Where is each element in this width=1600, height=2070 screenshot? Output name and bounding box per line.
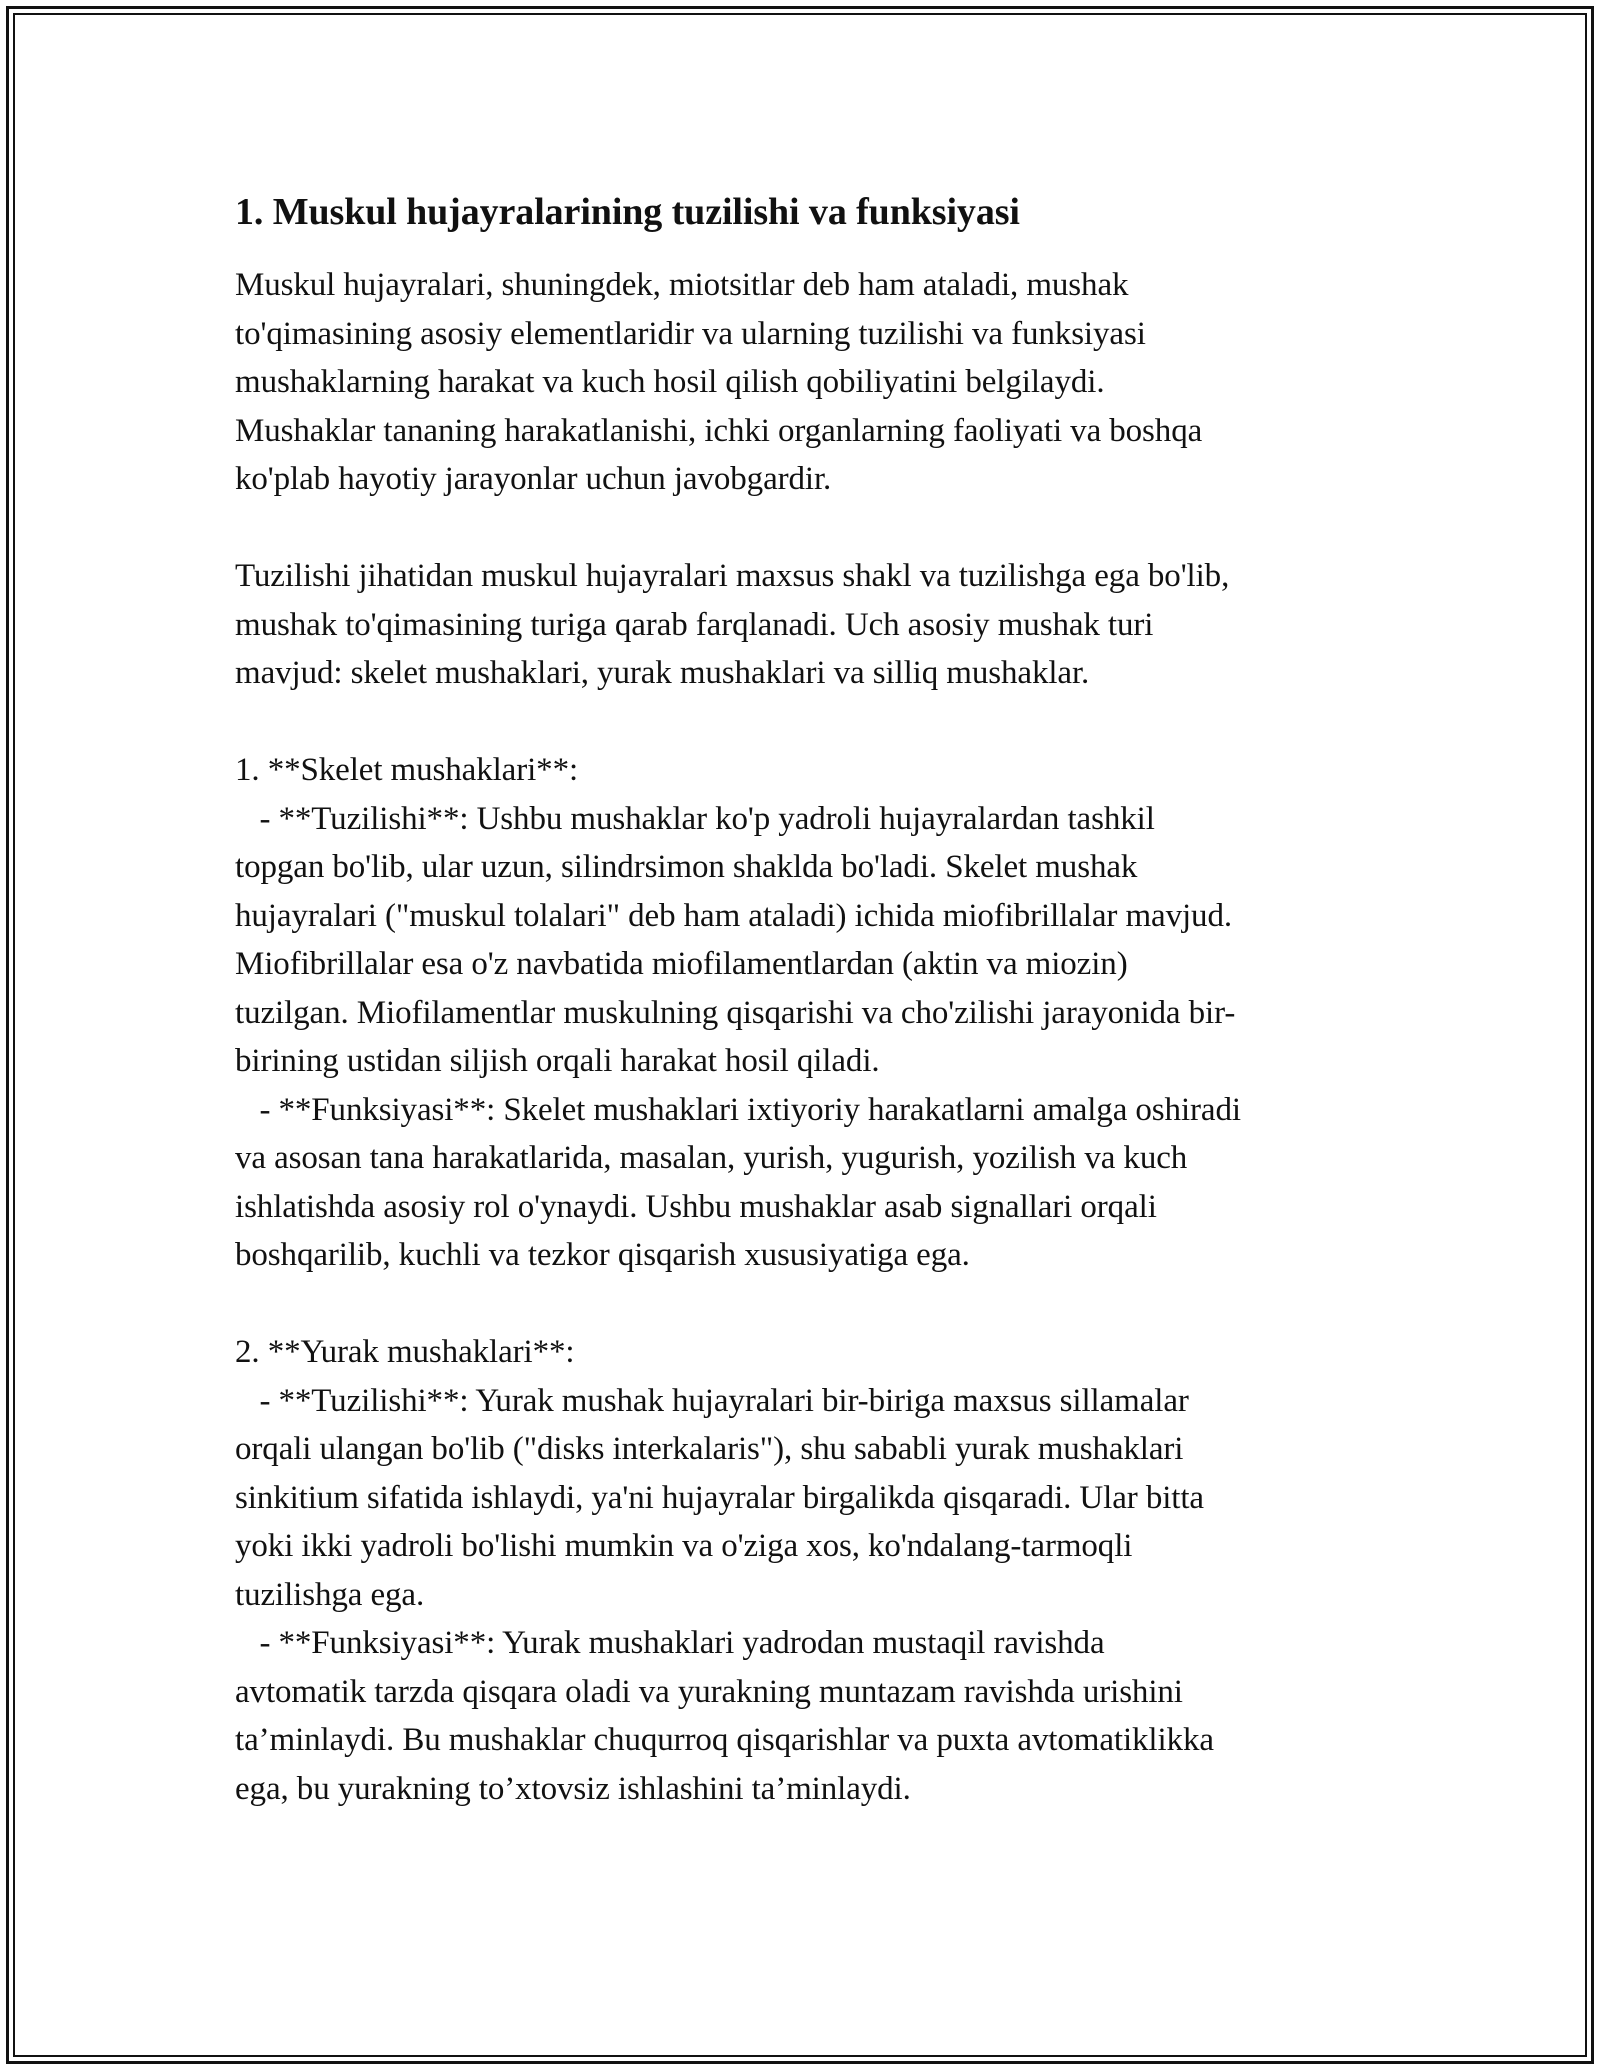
text-line: mushaklarning harakat va kuch hosil qilish qobiliyatini belgilaydi. xyxy=(235,364,1105,400)
text-line: - **Tuzilishi**: Yurak mushak hujayralari bir-biriga maxsus sillamalar xyxy=(235,1382,1189,1419)
text-line: tuzilgan. Miofilamentlar muskulning qisqarishi va cho'zilishi jarayonida bir- xyxy=(235,994,1236,1031)
section-heading: 1. Muskul hujayralarining tuzilishi va funksiyasi xyxy=(235,191,1020,233)
section-cardiac-muscles xyxy=(235,1328,1365,1813)
paragraph-intro xyxy=(235,261,1365,504)
section-skeletal-muscles xyxy=(235,746,1365,1280)
text-line: mavjud: skelet mushaklari, yurak mushaklari va silliq mushaklar. xyxy=(235,655,1090,691)
text-line: - **Funksiyasi**: Yurak mushaklari yadrodan mustaqil ravishda xyxy=(235,1625,1105,1661)
text-line: - **Funksiyasi**: Skelet mushaklari ixtiyoriy harakatlarni amalga oshiradi xyxy=(235,1091,1241,1128)
text-line: yoki ikki yadroli bo'lishi mumkin va o'ziga xos, ko'ndalang-tarmoqli xyxy=(235,1528,1133,1564)
text-line: - **Tuzilishi**: Ushbu mushaklar ko'p yadroli hujayralardan tashkil xyxy=(235,800,1155,837)
text-line: ega, bu yurakning to’xtovsiz ishlashini ta’minlaydi. xyxy=(235,1770,911,1807)
text-line: ta’minlaydi. Bu mushaklar chuqurroq qisqarishlar va puxta avtomatiklikka xyxy=(235,1722,1214,1758)
text-line: Miofibrillalar esa o'z navbatida miofilamentlardan (aktin va miozin) xyxy=(235,946,1128,982)
text-line: va asosan tana harakatlarida, masalan, yurish, yugurish, yozilish va kuch xyxy=(235,1140,1188,1176)
text-line: topgan bo'lib, ular uzun, silindrsimon shaklda bo'ladi. Skelet mushak xyxy=(235,849,1138,885)
paragraph-gap xyxy=(235,698,1365,747)
text-line: hujayralari ("muskul tolalari" deb ham ataladi) ichida miofibrillalar mavjud. xyxy=(235,897,1232,934)
text-line: birining ustidan siljish orqali harakat hosil qiladi. xyxy=(235,1043,880,1079)
text-line: Tuzilishi jihatidan muskul hujayralari maxsus shakl va tuzilishga ega bo'lib, xyxy=(235,558,1230,594)
paragraph-structure xyxy=(235,552,1365,698)
text-line: tuzilishga ega. xyxy=(235,1576,425,1613)
paragraph-gap xyxy=(235,1280,1365,1329)
document-body xyxy=(235,187,1365,1813)
text-line: orqali ulangan bo'lib ("disks interkalaris"), shu sababli yurak mushaklari xyxy=(235,1431,1184,1467)
text-line: ko'plab hayotiy jarayonlar uchun javobgardir. xyxy=(235,461,832,497)
text-line: to'qimasining asosiy elementlaridir va ularning tuzilishi va funksiyasi xyxy=(235,315,1146,352)
text-line: sinkitium sifatida ishlaydi, ya'ni hujayralar birgalikda qisqaradi. Ular bitta xyxy=(235,1479,1204,1516)
text-line: Muskul hujayralari, shuningdek, miotsitlar deb ham ataladi, mushak xyxy=(235,267,1129,303)
text-line: avtomatik tarzda qisqara oladi va yurakning muntazam ravishda urishini xyxy=(235,1673,1183,1710)
text-line: boshqarilib, kuchli va tezkor qisqarish xususiyatiga ega. xyxy=(235,1237,970,1273)
paragraph-gap xyxy=(235,504,1365,553)
text-line: ishlatishda asosiy rol o'ynaydi. Ushbu mushaklar asab signallari orqali xyxy=(235,1188,1157,1225)
text-line: mushak to'qimasining turiga qarab farqlanadi. Uch asosiy mushak turi xyxy=(235,606,1154,643)
text-line: Mushaklar tananing harakatlanishi, ichki organlarning faoliyati va boshqa xyxy=(235,412,1203,449)
list-item-title: 1. **Skelet mushaklari**: xyxy=(235,752,579,788)
list-item-title: 2. **Yurak mushaklari**: xyxy=(235,1334,575,1370)
